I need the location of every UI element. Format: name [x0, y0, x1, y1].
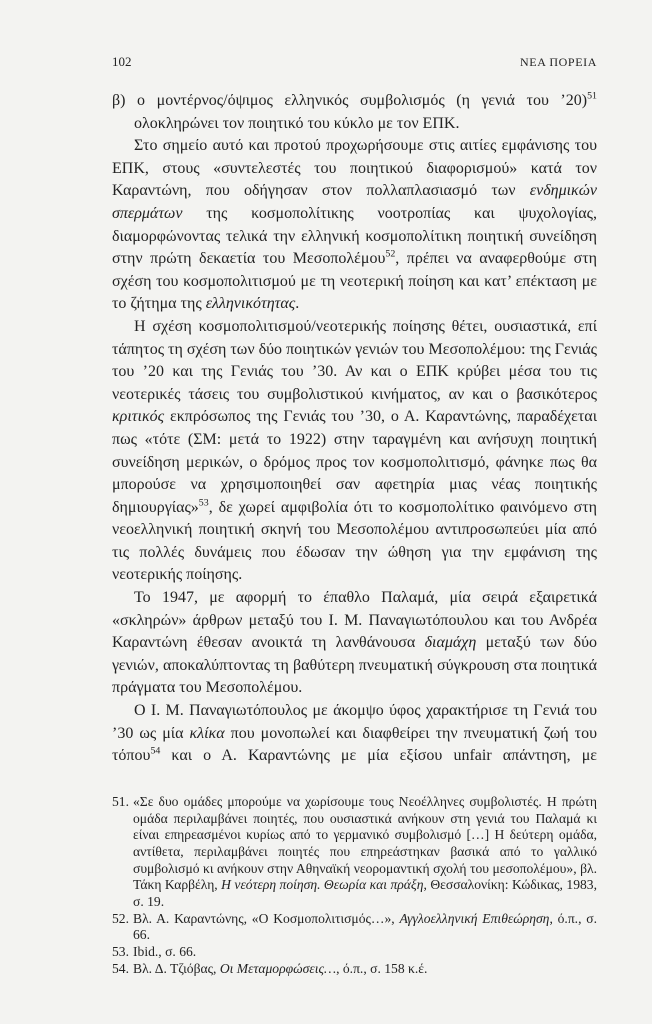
footnote-emphasized-text: Οι Μεταμορφώσεις… — [219, 960, 337, 976]
paragraph-text: ολοκληρώνει τον ποιητικό του κύκλο με τον ΕΠΚ. — [134, 114, 460, 132]
footnote-number: 51. — [112, 793, 129, 809]
footnote-reference: 53 — [198, 497, 209, 509]
paragraph-text: . — [295, 295, 300, 313]
footnotes — [112, 794, 597, 978]
paragraph-text: Το 1947, με αφορμή το έπαθλο Παλαμά, μία σειρά εξαιρετικά «σκληρών» άρθρων μεταξύ του Ι. Μ. Παναγιωτόπουλου και του Ανδρέα Καραντώνη έθεσαν ανοικτά τη λανθάνουσα — [112, 589, 597, 652]
footnote — [112, 794, 597, 911]
emphasized-text: κριτικός — [112, 408, 165, 426]
paragraph — [112, 700, 597, 768]
paragraph — [112, 587, 597, 700]
footnote-text: , Θεσσαλονίκη: Κώδικας, 1983, σ. 19. — [133, 877, 597, 910]
paragraph-text: και ο Α. Καραντώνης με μία εξίσου unfair απάντηση, με — [160, 747, 597, 765]
paragraph-text: , δε χωρεί αμφιβολία ότι το κοσμοπολίτικο φαινόμενο στη νεοελληνική ποιητική σκηνή του Μεσοπολέμου αντιπροσωπεύει μία από τις πολλές δυνάμεις που έδωσαν την ώθηση για την εμφάνιση της νεοτερικής ποίησης. — [112, 498, 597, 584]
paragraph-text: , πρέπει να αναφερθούμε στη σχέση του κοσμοπολιτισμού με τη νεοτερική ποίηση και κατ’ επέκταση με το ζήτημα της — [112, 250, 597, 313]
page-number: 102 — [112, 54, 132, 69]
footnote — [112, 944, 597, 961]
footnote-number: 54. — [112, 960, 129, 976]
footnote-text: , ό.π., σ. 66. — [133, 910, 597, 943]
paragraph-text: που μονοπωλεί και διαφθείρει την πνευματική ζωή του τόπου — [112, 724, 597, 765]
paragraph — [112, 316, 597, 587]
paragraph-text: εκπρόσωπος της Γενιάς του ’30, ο Α. Καραντώνης, παραδέχεται πως «τότε (ΣΜ: μετά το 1922) στην ταραγμένη και ανήσυχη ποιητική συνείδηση μερικών, ο δρόμος προς τον κοσμοπολιτισμό, φάνηκε πως θα μπορούσε να χρησιμοποιηθεί σαν αφετηρία μιας νέας ποιητικής δημιουργίας» — [112, 408, 597, 516]
document-page — [112, 54, 597, 978]
footnote-emphasized-text: Η νεότερη ποίηση. Θεωρία και πράξη — [221, 877, 424, 893]
emphasized-text: κλίκα — [189, 724, 225, 742]
emphasized-text: ενδημικών σπερμάτων — [112, 182, 597, 222]
body-text — [112, 90, 597, 768]
footnote-text: , ό.π., σ. 158 κ.έ. — [336, 960, 428, 976]
paragraph-text: Η σχέση κοσμοπολιτισμού/νεοτερικής ποίησης θέτει, ουσιαστικά, επί τάπητος τη σχέση των δύο ποιητικών γενιών του Μεσοπολέμου: της Γενιάς του ’20 και της Γενιάς του ’30. Αν και ο ΕΠΚ κρύβει μέσα του τις νεοτερικές τάσεις του συμβολιστικού κινήματος, αν και ο βασικότερος — [112, 317, 597, 403]
paragraph — [112, 135, 597, 316]
footnote-text: Βλ. Δ. Τζιόβας, — [133, 960, 220, 976]
footnote-number: 53. — [112, 944, 129, 960]
footnote-text: Ibid., σ. 66. — [133, 944, 197, 960]
emphasized-text: διαμάχη — [424, 634, 477, 652]
paragraph-text: της κοσμοπολίτικης νοοτροπίας και ψυχολογίας, διαμορφώνοντας τελικά την ελληνική κοσμοπολίτικη ποιητική συνείδηση στην πρώτη δεκαετία του Μεσοπολέμου — [112, 204, 597, 268]
paragraph-text: μεταξύ των δύο γενιών, αποκαλύπτοντας τη βαθύτερη πνευματική σύγκρουση στα ποιητικά πράγματα του Μεσοπολέμου. — [112, 634, 598, 697]
footnote — [112, 961, 597, 978]
paragraph-text: β) ο μοντέρνος/όψιμος ελληνικός συμβολισμός (η γενιά του ’20) — [112, 92, 588, 109]
footnote-emphasized-text: Αγγλοελληνική Επιθεώρηση — [399, 910, 550, 926]
footnote-reference: 54 — [150, 745, 161, 757]
running-title: ΝΕΑ ΠΟΡΕΙΑ — [520, 55, 597, 69]
paragraph-text: Στο σημείο αυτό και προτού προχωρήσουμε στις αιτίες εμφάνισης του ΕΠΚ, στους «συντελεστές του ποιητικού διαφορισμού» κατά τον Καραντώνη, που οδήγησαν στον πολλαπλασιασμό των — [112, 137, 597, 200]
footnote — [112, 911, 597, 944]
footnote-text: Βλ. Α. Καραντώνης, «Ο Κοσμοπολιτισμός…», — [133, 910, 400, 926]
footnote-reference: 51 — [587, 90, 597, 102]
paragraph — [112, 90, 597, 135]
running-head — [112, 54, 597, 70]
footnote-number: 52. — [112, 910, 129, 926]
emphasized-text: ελληνικότητας — [205, 295, 296, 313]
paragraph-text: Ο Ι. Μ. Παναγιωτόπουλος με άκομψο ύφος χαρακτήρισε τη Γενιά του ’30 ως μία — [112, 702, 597, 742]
footnote-reference: 52 — [385, 248, 396, 260]
footnote-text: «Σε δυο ομάδες μπορούμε να χωρίσουμε τους Νεοέλληνες συμβολιστές. Η πρώτη ομάδα περιλαμβάνει ποιητές, που ουσιαστικά ανήκουν στη γενιά του Παλαμά κι είναι επηρεασμένοι κυρίως από το γερμανικό συμβολισμό […] Η δεύτερη ομάδα, αντίθετα, περιλαμβάνει ποιητές που επηρεάστηκαν βασικά από το γαλλικό συμβολισμό κι ανήκουν στην Αθηναϊκή νεορομαντική σχολή του μεσοπολέμου», βλ. Τάκη Καρβέλη, — [133, 793, 597, 893]
